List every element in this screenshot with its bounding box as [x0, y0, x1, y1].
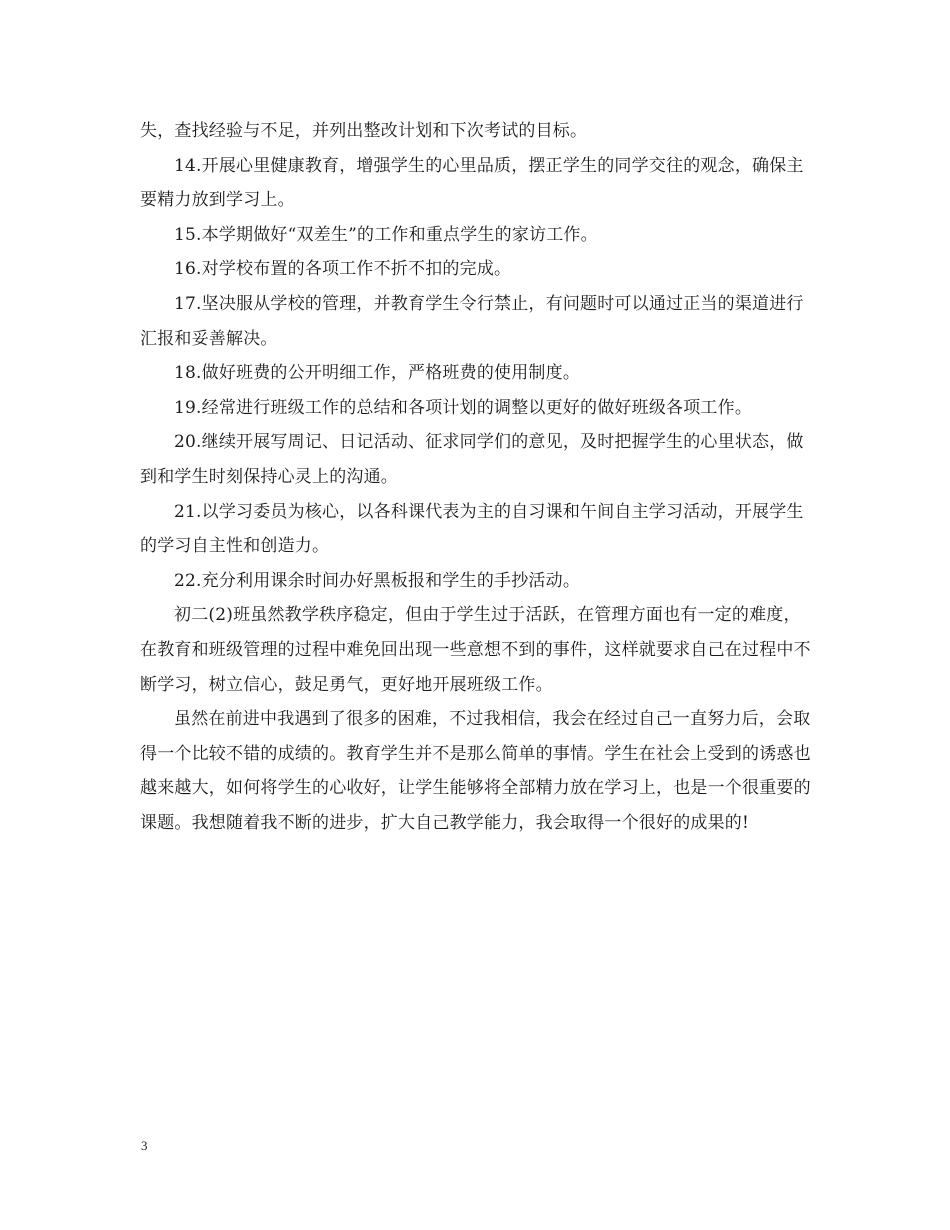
paragraph-item-21: 21.以学习委员为核心，以各科课代表为主的自习课和午间自主学习活动，开展学生的学习自主性和创造力。 — [140, 501, 804, 557]
paragraph-item-19: 19.经常进行班级工作的总结和各项计划的调整以更好的做好班级各项工作。 — [174, 397, 753, 418]
paragraph-item-15: 15.本学期做好“双差生”的工作和重点学生的家访工作。 — [174, 224, 598, 245]
paragraph-item-22: 22.充分利用课余时间办好黑板报和学生的手抄活动。 — [174, 570, 581, 591]
paragraph-item-17: 17.坚决服从学校的管理，并教育学生令行禁止，有问题时可以通过正当的渠道进行汇报和妥善解决。 — [140, 293, 804, 349]
paragraph-closing: 虽然在前进中我遇到了很多的困难，不过我相信，我会在经过自己一直努力后，会取得一个比较不错的成绩的。教育学生并不是那么简单的事情。学生在社会上受到的诱惑也越来越大，如何将学生的心收好，让学生能够将全部精力放在学习上，也是一个很重要的课题。我想随着我不断的进步，扩大自己教学能力，我会取得一个很好的成果的! — [140, 709, 811, 833]
paragraph-item-14: 14.开展心里健康教育，增强学生的心里品质，摆正学生的同学交往的观念，确保主要精力放到学习上。 — [140, 155, 804, 211]
page-number: 3 — [141, 1138, 148, 1153]
paragraph-class-summary: 初二(2)班虽然教学秩序稳定，但由于学生过于活跃，在管理方面也有一定的难度，在教育和班级管理的过程中难免回出现一些意想不到的事件，这样就要求自己在过程中不断学习，树立信心，鼓足勇气，更好地开展班级工作。 — [140, 605, 811, 695]
paragraph-item-16: 16.对学校布置的各项工作不折不扣的完成。 — [174, 259, 512, 280]
paragraph-item-18: 18.做好班费的公开明细工作，严格班费的使用制度。 — [174, 363, 581, 384]
paragraph-continuation: 失，查找经验与不足，并列出整改计划和下次考试的目标。 — [140, 121, 588, 141]
paragraph-item-20: 20.继续开展写周记、日记活动、征求同学们的意见，及时把握学生的心里状态，做到和学生时刻保持心灵上的沟通。 — [140, 432, 804, 487]
document-body — [140, 114, 812, 840]
